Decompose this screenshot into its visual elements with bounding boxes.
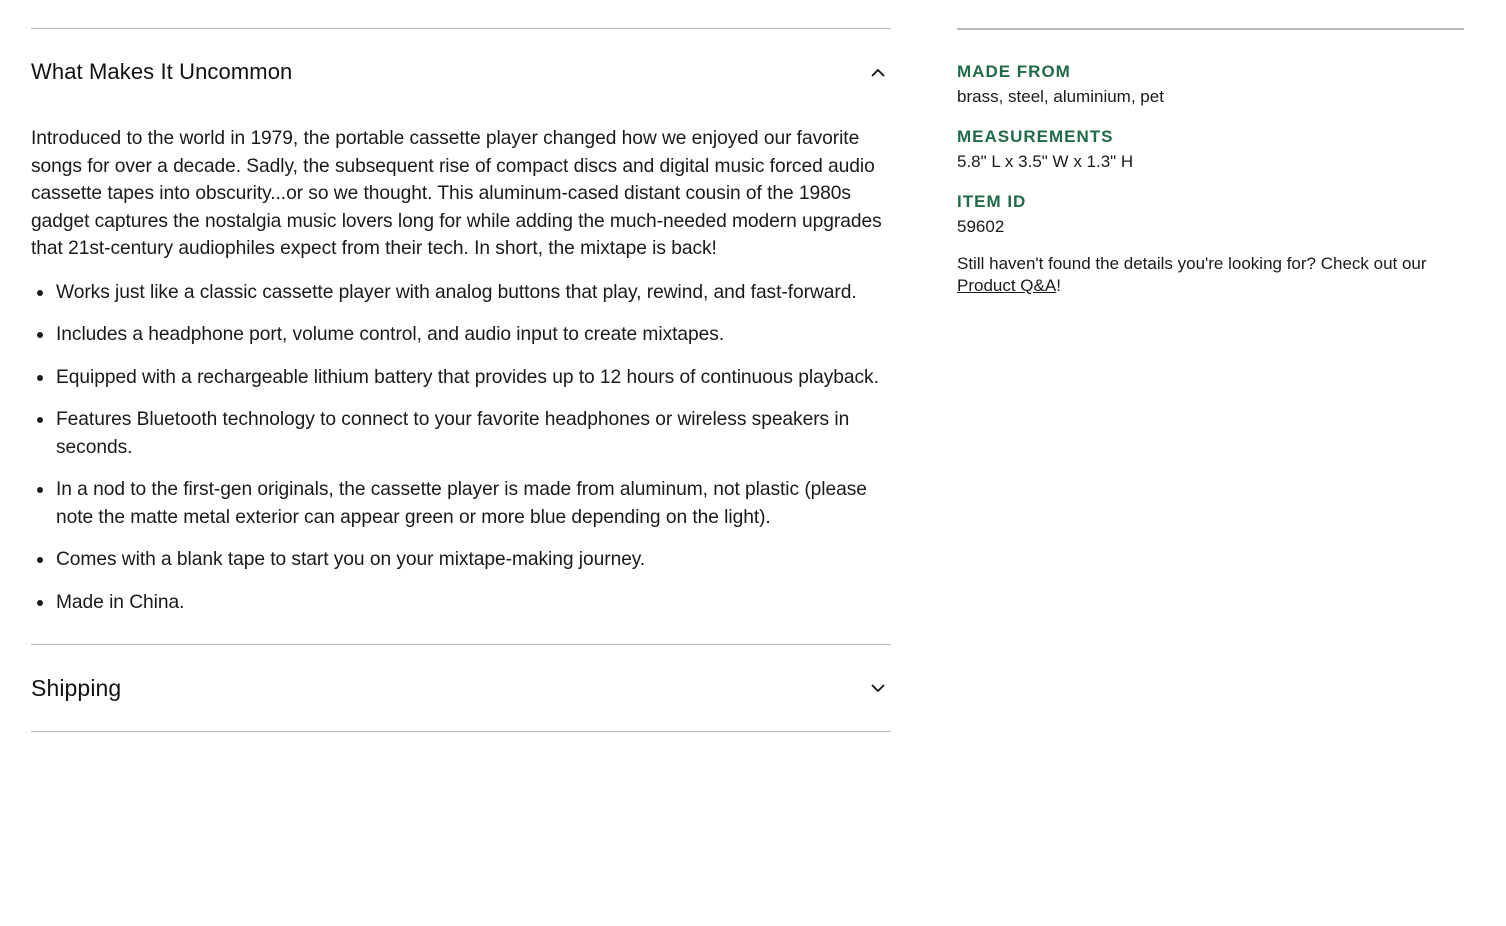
shipping-accordion-title: Shipping [31,674,122,701]
spec-item-id [957,191,1464,238]
spec-label: MADE FROM [957,62,1071,81]
list-item: Works just like a classic cassette player with analog buttons that play, rewind, and fast-forward. [56,279,891,307]
spec-value: brass, steel, aluminium, pet [957,87,1164,106]
qa-prefix: Still haven't found the details you're looking for? Check out our [957,254,1427,273]
accordion-divider-bottom [31,731,891,732]
qa-suffix: ! [1056,276,1061,295]
qa-prompt [957,253,1464,297]
feature-list [31,279,891,617]
chevron-down-icon[interactable] [865,675,891,701]
product-qa-link[interactable]: Product Q&A [957,276,1057,295]
list-item: Includes a headphone port, volume control, and audio input to create mixtapes. [56,321,891,349]
uncommon-accordion-header[interactable] [31,29,891,115]
spec-label: MEASUREMENTS [957,127,1114,146]
list-item: Comes with a blank tape to start you on your mixtape-making journey. [56,546,891,574]
spec-label: ITEM ID [957,192,1027,211]
chevron-up-icon[interactable] [865,59,891,85]
product-description: Introduced to the world in 1979, the portable cassette player changed how we enjoyed our favorite songs for over a decade. Sadly, the subsequent rise of compact discs and digital music forced audio cassette tapes into obscurity...or so we thought. This aluminum-cased distant cousin of the 1980s gadget captures the nostalgia music lovers long for while adding the much-needed modern upgrades that 21st-century audiophiles expect from their tech. In short, the mixtape is back! [31,128,882,259]
spec-made-from [957,61,1464,108]
shipping-accordion-header[interactable] [31,645,891,731]
spec-value: 5.8" L x 3.5" W x 1.3" H [957,152,1134,171]
spec-measurements [957,126,1464,173]
specs-divider [957,28,1464,30]
list-item: In a nod to the first-gen originals, the cassette player is made from aluminum, not plastic (please note the matte metal exterior can appear green or more blue depending on the light). [56,476,891,531]
details-accordion [31,0,891,732]
list-item: Equipped with a rechargeable lithium battery that provides up to 12 hours of continuous playback. [56,364,891,392]
uncommon-accordion-title: What Makes It Uncommon [31,59,293,84]
product-specs [957,0,1464,297]
spec-value: 59602 [957,217,1005,236]
list-item: Features Bluetooth technology to connect to your favorite headphones or wireless speakers in seconds. [56,406,891,461]
uncommon-accordion-body [31,115,891,644]
list-item: Made in China. [56,589,891,617]
